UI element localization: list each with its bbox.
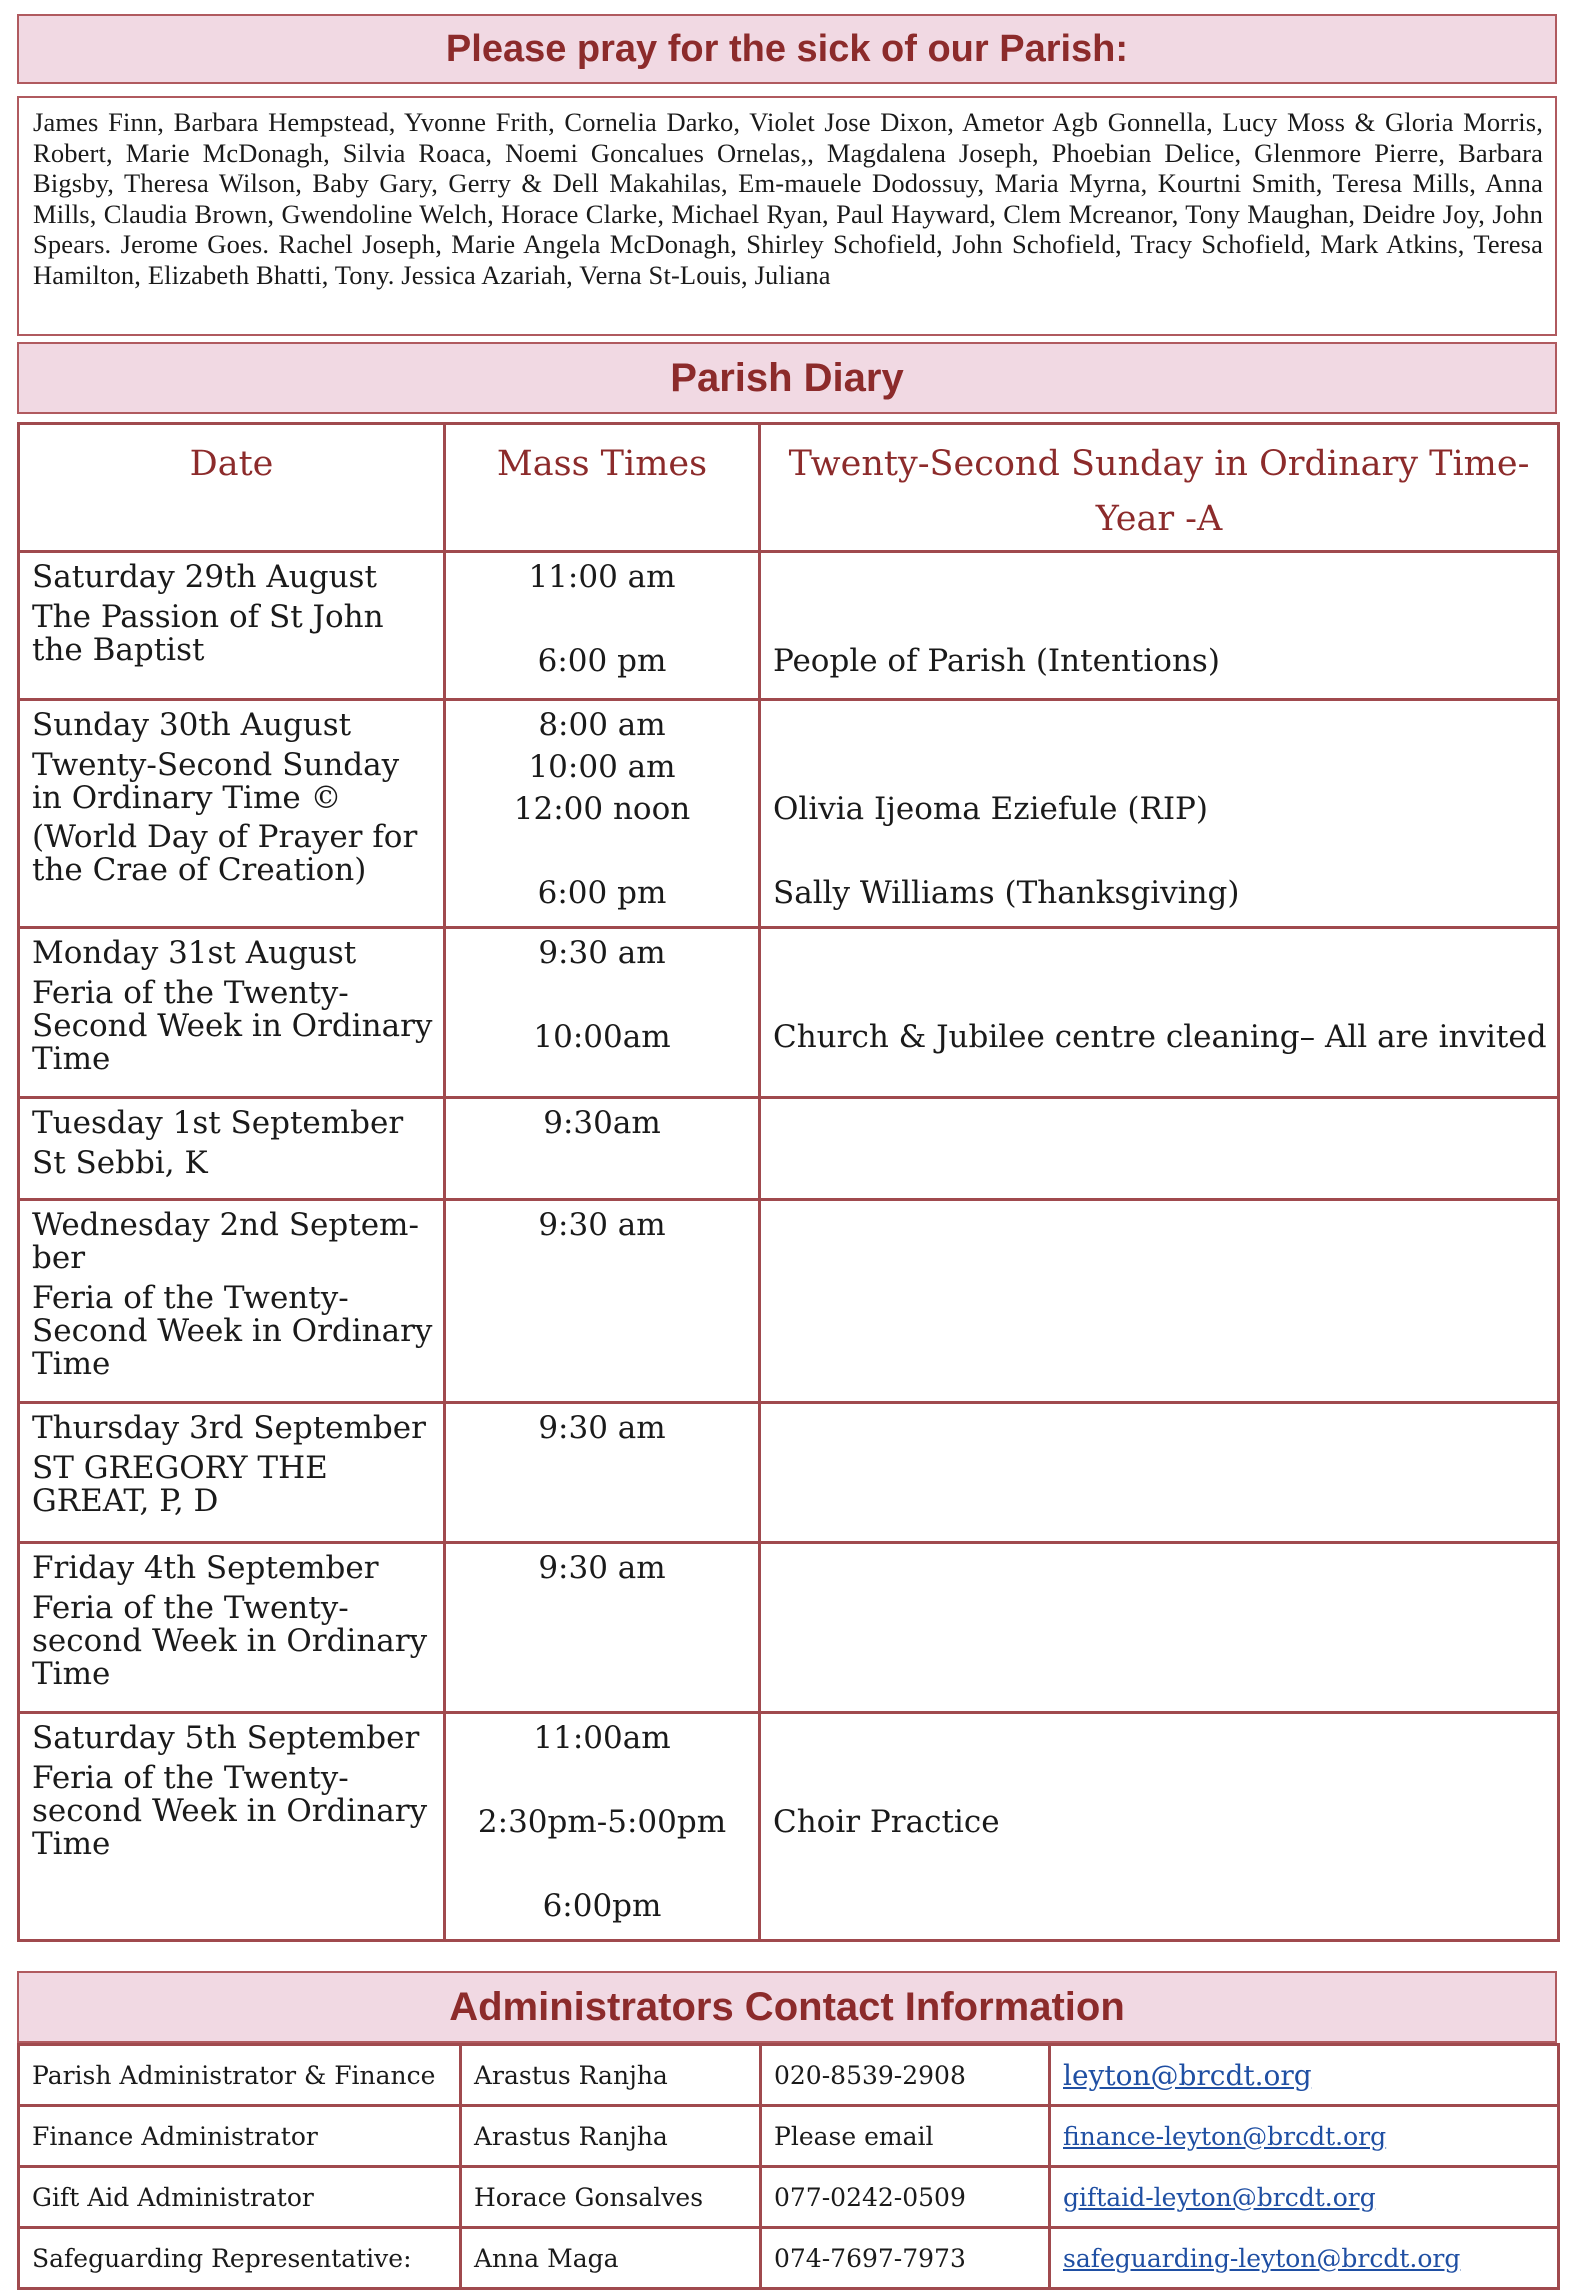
diary-intention-cell — [760, 928, 1559, 1098]
admin-email-cell — [1050, 2228, 1559, 2289]
admin-row — [19, 2106, 1559, 2167]
diary-intention-cell — [760, 1200, 1559, 1402]
intention: Olivia Ijeoma Eziefule (RIP) — [773, 791, 1209, 828]
diary-mass-times-cell — [445, 700, 760, 928]
intention — [773, 603, 1549, 645]
parish-diary-table — [17, 422, 1560, 1942]
diary-feast: St Sebbi, K — [32, 1145, 208, 1182]
diary-day: Wednesday 2nd Septem-ber — [32, 1207, 419, 1277]
diary-row — [19, 700, 1559, 928]
sick-names-list: James Finn, Barbara Hempstead, Yvonne Frith, Cornelia Darko, Violet Jose Dixon, Ametor Agb Gonnella, Lucy Moss & Gloria Morris, Robert, Marie McDonagh, Silvia Roaca, Noemi Goncalues Ornelas,, Magdalena Joseph, Phoebian Delice, Glenmore Pierre, Barbara Bigsby, Theresa Wilson, Baby Gary, Gerry & Dell Makahilas, Em-mauele Dodossuy, Maria Myrna, Kourtni Smith, Teresa Mills, Anna Mills, Claudia Brown, Gwendoline Welch, Horace Clarke, Michael Ryan, Paul Hayward, Clem Mcreanor, Tony Maughan, Deidre Joy, John Spears. Jerome Goes. Rachel Joseph, Marie Angela McDonagh, Shirley Schofield, John Schofield, Tracy Schofield, Mark Atkins, Teresa Hamilton, Elizabeth Bhatti, Tony. Jessica Azariah, Verna St-Louis, Juliana — [17, 96, 1557, 336]
diary-intention-cell — [760, 700, 1559, 928]
admin-row — [19, 2167, 1559, 2228]
sick-list-heading: Please pray for the sick of our Parish: — [17, 14, 1557, 84]
diary-day: Sunday 30th August — [32, 707, 352, 744]
date-column-header: Date — [19, 424, 445, 552]
diary-mass-times-cell — [445, 1402, 760, 1542]
intention — [773, 751, 1549, 793]
mass-time: 6:00pm — [542, 1887, 662, 1924]
mass-time — [446, 979, 758, 1021]
diary-row — [19, 1542, 1559, 1712]
diary-intention-cell — [760, 1098, 1559, 1200]
diary-row — [19, 1402, 1559, 1542]
mass-time: 2:30pm-5:00pm — [477, 1803, 727, 1840]
admin-email-link[interactable]: finance-leyton@brcdt.org — [1063, 2121, 1387, 2151]
diary-intention-cell — [760, 1402, 1559, 1542]
mass-time — [446, 603, 758, 645]
diary-day: Tuesday 1st September — [32, 1105, 404, 1142]
diary-feast: Feria of the Twenty-Second Week in Ordinary Time — [32, 1280, 433, 1383]
mass-time — [446, 835, 758, 877]
mass-time: 10:00 am — [528, 749, 676, 786]
diary-date-cell — [19, 552, 445, 700]
admin-role: Gift Aid Administrator — [19, 2167, 461, 2228]
diary-row — [19, 552, 1559, 700]
diary-date-cell — [19, 1402, 445, 1542]
sunday-title-column-header — [760, 424, 1559, 552]
admin-row — [19, 2228, 1559, 2289]
admin-email-cell — [1050, 2106, 1559, 2167]
intention: Choir Practice — [773, 1803, 1000, 1840]
diary-day: Friday 4th September — [32, 1549, 379, 1586]
mass-time: 9:30am — [543, 1105, 661, 1142]
diary-date-cell — [19, 1098, 445, 1200]
admin-role: Parish Administrator & Finance — [19, 2045, 461, 2106]
mass-time: 12:00 noon — [513, 791, 691, 828]
intention — [773, 561, 1549, 603]
diary-day: Thursday 3rd September — [32, 1409, 426, 1446]
diary-feast: The Passion of St John the Baptist — [32, 599, 384, 669]
intention — [773, 1764, 1549, 1806]
admin-row — [19, 2045, 1559, 2106]
admin-phone: 077-0242-0509 — [761, 2167, 1050, 2228]
diary-mass-times-cell — [445, 1200, 760, 1402]
diary-feast: Feria of the Twenty-second Week in Ordinary Time — [32, 1589, 428, 1692]
parish-diary-heading: Parish Diary — [17, 342, 1557, 414]
intention — [773, 835, 1549, 877]
diary-day: Saturday 5th September — [32, 1719, 420, 1756]
diary-row — [19, 1098, 1559, 1200]
admin-phone: 074-7697-7973 — [761, 2228, 1050, 2289]
diary-mass-times-cell — [445, 1542, 760, 1712]
diary-intention-cell — [760, 552, 1559, 700]
diary-mass-times-cell — [445, 928, 760, 1098]
admin-contact-table — [17, 2043, 1560, 2290]
intention: People of Parish (Intentions) — [773, 643, 1220, 680]
mass-time — [446, 1764, 758, 1806]
intention: Church & Jubilee centre cleaning– All are invited — [773, 1019, 1547, 1056]
diary-intention-cell — [760, 1712, 1559, 1940]
diary-row — [19, 1712, 1559, 1940]
diary-feast: ST GREGORY THE GREAT, P, D — [32, 1449, 328, 1519]
diary-row — [19, 928, 1559, 1098]
diary-date-cell — [19, 1542, 445, 1712]
mass-time: 9:30 am — [538, 1549, 666, 1586]
mass-time: 10:00am — [533, 1019, 671, 1056]
mass-time: 8:00 am — [538, 707, 666, 744]
sunday-title-line2: Year -A — [1095, 499, 1223, 539]
diary-mass-times-cell — [445, 1098, 760, 1200]
admin-name: Horace Gonsalves — [461, 2167, 761, 2228]
diary-feast: Twenty-Second Sunday in Ordinary Time © — [32, 747, 400, 817]
admin-name: Anna Maga — [461, 2228, 761, 2289]
mass-time: 11:00am — [533, 1719, 671, 1756]
diary-date-cell — [19, 928, 445, 1098]
diary-mass-times-cell — [445, 552, 760, 700]
admin-name: Arastus Ranjha — [461, 2045, 761, 2106]
mass-time: 11:00 am — [528, 559, 676, 596]
diary-note: (World Day of Prayer for the Crae of Creation) — [32, 819, 418, 889]
admin-email-cell — [1050, 2045, 1559, 2106]
admin-email-cell — [1050, 2167, 1559, 2228]
mass-time — [446, 1848, 758, 1890]
mass-time: 6:00 pm — [537, 875, 667, 912]
diary-mass-times-cell — [445, 1712, 760, 1940]
diary-day: Monday 31st August — [32, 935, 357, 972]
intention — [773, 709, 1549, 751]
diary-row — [19, 1200, 1559, 1402]
mass-time: 9:30 am — [538, 935, 666, 972]
diary-intention-cell — [760, 1542, 1559, 1712]
mass-time: 9:30 am — [538, 1409, 666, 1446]
intention — [773, 937, 1549, 979]
admin-phone: Please email — [761, 2106, 1050, 2167]
diary-feast: Feria of the Twenty-Second Week in Ordinary Time — [32, 975, 433, 1078]
admin-name: Arastus Ranjha — [461, 2106, 761, 2167]
admin-contact-heading: Administrators Contact Information — [17, 1971, 1557, 2043]
admin-phone: 020-8539-2908 — [761, 2045, 1050, 2106]
diary-date-cell — [19, 700, 445, 928]
diary-date-cell — [19, 1200, 445, 1402]
diary-header-row — [19, 424, 1559, 552]
mass-time: 9:30 am — [538, 1207, 666, 1244]
sunday-title-line1: Twenty-Second Sunday in Ordinary Time- — [788, 444, 1530, 484]
admin-role: Finance Administrator — [19, 2106, 461, 2167]
intention: Sally Williams (Thanksgiving) — [773, 875, 1240, 912]
mass-time: 6:00 pm — [537, 643, 667, 680]
admin-email-link[interactable]: leyton@brcdt.org — [1063, 2058, 1312, 2092]
diary-feast: Feria of the Twenty-second Week in Ordinary Time — [32, 1759, 428, 1862]
mass-times-column-header: Mass Times — [445, 424, 760, 552]
diary-date-cell — [19, 1712, 445, 1940]
admin-email-link[interactable]: safeguarding-leyton@brcdt.org — [1063, 2243, 1461, 2273]
admin-email-link[interactable]: giftaid-leyton@brcdt.org — [1063, 2182, 1376, 2212]
intention — [773, 979, 1549, 1021]
diary-day: Saturday 29th August — [32, 559, 377, 596]
intention — [773, 1722, 1549, 1764]
admin-role: Safeguarding Representative: — [19, 2228, 461, 2289]
